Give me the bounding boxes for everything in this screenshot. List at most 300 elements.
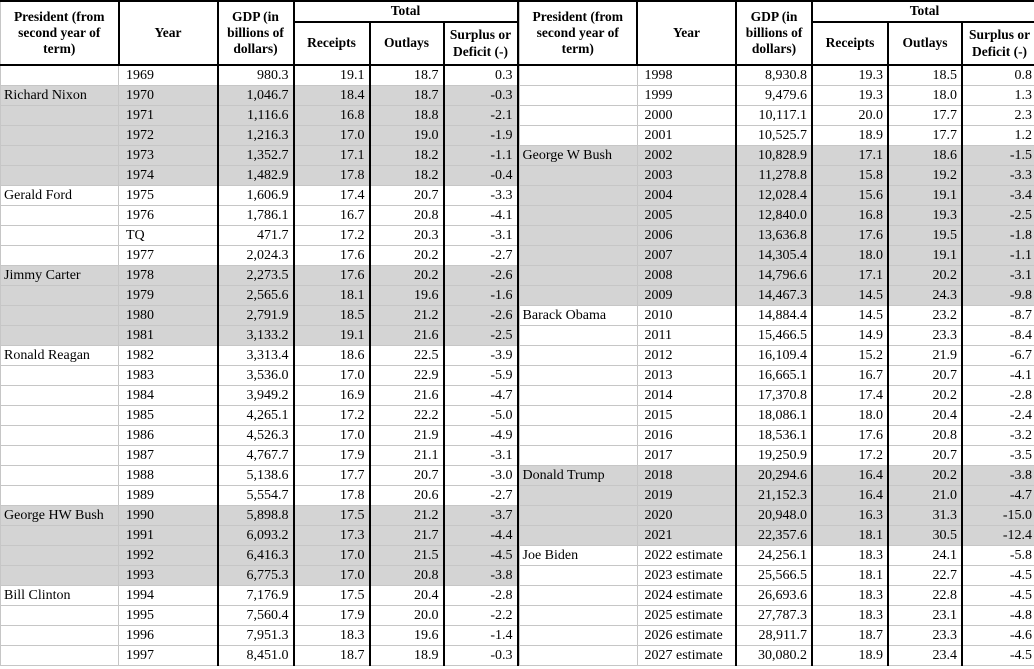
table-row	[1, 166, 518, 186]
outlays-cell: 23.2	[888, 306, 962, 326]
gdp-cell: 30,080.2	[736, 646, 812, 666]
year-cell: 2003	[637, 166, 736, 186]
receipts-cell: 17.2	[812, 446, 888, 466]
receipts-cell: 17.4	[294, 186, 370, 206]
surplus-deficit-cell: -3.0	[444, 466, 518, 486]
receipts-cell: 17.6	[812, 426, 888, 446]
table-row	[519, 306, 1034, 326]
header-surplus-deficit: Surplus or Deficit (-)	[444, 22, 518, 65]
president-cell	[519, 506, 637, 526]
year-cell: 2020	[637, 506, 736, 526]
receipts-cell: 16.8	[812, 206, 888, 226]
year-cell: 1983	[119, 366, 218, 386]
year-cell: 1995	[119, 606, 218, 626]
table-row	[519, 146, 1034, 166]
surplus-deficit-cell: -2.6	[444, 306, 518, 326]
table-row	[519, 126, 1034, 146]
surplus-deficit-cell: -4.5	[962, 586, 1034, 606]
president-cell	[1, 386, 119, 406]
outlays-cell: 23.1	[888, 606, 962, 626]
header-president: President (from second year of term)	[1, 1, 119, 65]
president-cell: Donald Trump	[519, 466, 637, 486]
surplus-deficit-cell: -4.5	[962, 646, 1034, 666]
gdp-cell: 22,357.6	[736, 526, 812, 546]
year-cell: 2004	[637, 186, 736, 206]
president-cell	[519, 186, 637, 206]
table-row	[519, 166, 1034, 186]
gdp-cell: 14,884.4	[736, 306, 812, 326]
receipts-cell: 17.2	[294, 226, 370, 246]
president-cell	[1, 126, 119, 146]
gdp-cell: 21,152.3	[736, 486, 812, 506]
year-cell: 2027 estimate	[637, 646, 736, 666]
receipts-cell: 18.0	[812, 246, 888, 266]
outlays-cell: 23.4	[888, 646, 962, 666]
outlays-cell: 20.2	[888, 466, 962, 486]
gdp-cell: 1,786.1	[218, 206, 294, 226]
president-cell	[519, 346, 637, 366]
surplus-deficit-cell: -1.9	[444, 126, 518, 146]
table-row	[519, 566, 1034, 586]
receipts-cell: 18.6	[294, 346, 370, 366]
year-cell: 1986	[119, 426, 218, 446]
year-cell: 2022 estimate	[637, 546, 736, 566]
outlays-cell: 24.1	[888, 546, 962, 566]
gdp-cell: 11,278.8	[736, 166, 812, 186]
surplus-deficit-cell: -12.4	[962, 526, 1034, 546]
surplus-deficit-cell: -4.6	[962, 626, 1034, 646]
gdp-cell: 4,265.1	[218, 406, 294, 426]
president-cell	[519, 486, 637, 506]
year-cell: 2019	[637, 486, 736, 506]
president-cell	[519, 266, 637, 286]
table-body-right	[519, 65, 1034, 666]
president-cell	[519, 426, 637, 446]
year-cell: 1999	[637, 86, 736, 106]
surplus-deficit-cell: -1.5	[962, 146, 1034, 166]
surplus-deficit-cell: -3.8	[962, 466, 1034, 486]
surplus-deficit-cell: -2.4	[962, 406, 1034, 426]
table-row	[1, 466, 518, 486]
surplus-deficit-cell: -0.3	[444, 86, 518, 106]
outlays-cell: 17.7	[888, 106, 962, 126]
header-year: Year	[637, 1, 736, 65]
table-row	[1, 65, 518, 86]
surplus-deficit-cell: -2.1	[444, 106, 518, 126]
year-cell: 1976	[119, 206, 218, 226]
year-cell: 2016	[637, 426, 736, 446]
year-cell: 1990	[119, 506, 218, 526]
outlays-cell: 19.6	[370, 286, 444, 306]
outlays-cell: 18.8	[370, 106, 444, 126]
receipts-cell: 18.9	[812, 646, 888, 666]
gdp-cell: 12,028.4	[736, 186, 812, 206]
president-cell	[1, 106, 119, 126]
outlays-cell: 21.0	[888, 486, 962, 506]
receipts-cell: 19.3	[812, 65, 888, 86]
gdp-cell: 16,665.1	[736, 366, 812, 386]
surplus-deficit-cell: -1.4	[444, 626, 518, 646]
surplus-deficit-cell: -4.7	[962, 486, 1034, 506]
receipts-cell: 17.0	[294, 546, 370, 566]
gdp-cell: 471.7	[218, 226, 294, 246]
gdp-cell: 3,536.0	[218, 366, 294, 386]
table-row	[519, 246, 1034, 266]
year-cell: 2006	[637, 226, 736, 246]
gdp-cell: 2,791.9	[218, 306, 294, 326]
surplus-deficit-cell: -8.7	[962, 306, 1034, 326]
table-row	[519, 326, 1034, 346]
gdp-cell: 25,566.5	[736, 566, 812, 586]
table-row	[519, 226, 1034, 246]
year-cell: 1970	[119, 86, 218, 106]
table-row	[519, 206, 1034, 226]
surplus-deficit-cell: -2.6	[444, 266, 518, 286]
outlays-cell: 22.5	[370, 346, 444, 366]
surplus-deficit-cell: -5.0	[444, 406, 518, 426]
receipts-cell: 18.4	[294, 86, 370, 106]
outlays-cell: 17.7	[888, 126, 962, 146]
year-cell: 2005	[637, 206, 736, 226]
president-cell	[519, 566, 637, 586]
table-row	[1, 406, 518, 426]
header-gdp: GDP (in billions of dollars)	[736, 1, 812, 65]
president-cell	[1, 626, 119, 646]
year-cell: 2013	[637, 366, 736, 386]
receipts-cell: 17.2	[294, 406, 370, 426]
surplus-deficit-cell: -1.1	[962, 246, 1034, 266]
table-row	[1, 606, 518, 626]
president-cell	[1, 146, 119, 166]
president-cell	[1, 406, 119, 426]
receipts-cell: 14.9	[812, 326, 888, 346]
gdp-cell: 14,305.4	[736, 246, 812, 266]
president-cell: Gerald Ford	[1, 186, 119, 206]
receipts-cell: 17.6	[812, 226, 888, 246]
gdp-cell: 19,250.9	[736, 446, 812, 466]
president-cell	[519, 206, 637, 226]
president-cell	[519, 526, 637, 546]
president-cell	[519, 366, 637, 386]
president-cell: Richard Nixon	[1, 86, 119, 106]
president-cell	[519, 586, 637, 606]
header-total: Total	[812, 1, 1034, 22]
receipts-cell: 17.4	[812, 386, 888, 406]
outlays-cell: 18.7	[370, 86, 444, 106]
gdp-cell: 26,693.6	[736, 586, 812, 606]
budget-table-right	[519, 0, 1034, 666]
president-cell	[1, 366, 119, 386]
table-row	[1, 366, 518, 386]
gdp-cell: 3,133.2	[218, 326, 294, 346]
receipts-cell: 18.7	[294, 646, 370, 666]
table-row	[1, 146, 518, 166]
gdp-cell: 18,536.1	[736, 426, 812, 446]
surplus-deficit-cell: -2.5	[962, 206, 1034, 226]
receipts-cell: 17.0	[294, 126, 370, 146]
president-cell	[519, 246, 637, 266]
year-cell: 2009	[637, 286, 736, 306]
president-cell	[519, 326, 637, 346]
outlays-cell: 20.8	[888, 426, 962, 446]
president-cell	[1, 246, 119, 266]
outlays-cell: 22.7	[888, 566, 962, 586]
gdp-cell: 2,273.5	[218, 266, 294, 286]
table-row	[1, 566, 518, 586]
gdp-cell: 10,828.9	[736, 146, 812, 166]
gdp-cell: 14,796.6	[736, 266, 812, 286]
table-header	[519, 1, 1034, 65]
outlays-cell: 19.6	[370, 626, 444, 646]
year-cell: 1997	[119, 646, 218, 666]
receipts-cell: 18.3	[294, 626, 370, 646]
year-cell: 1979	[119, 286, 218, 306]
year-cell: 2026 estimate	[637, 626, 736, 646]
table-row	[519, 386, 1034, 406]
year-cell: 1996	[119, 626, 218, 646]
president-cell: Jimmy Carter	[1, 266, 119, 286]
president-cell	[519, 166, 637, 186]
year-cell: 2000	[637, 106, 736, 126]
table-row	[519, 486, 1034, 506]
surplus-deficit-cell: -4.5	[444, 546, 518, 566]
receipts-cell: 16.8	[294, 106, 370, 126]
outlays-cell: 20.8	[370, 566, 444, 586]
surplus-deficit-cell: -3.1	[444, 226, 518, 246]
surplus-deficit-cell: -3.2	[962, 426, 1034, 446]
year-cell: 1971	[119, 106, 218, 126]
outlays-cell: 19.0	[370, 126, 444, 146]
outlays-cell: 22.9	[370, 366, 444, 386]
outlays-cell: 20.2	[888, 266, 962, 286]
gdp-cell: 24,256.1	[736, 546, 812, 566]
header-year: Year	[119, 1, 218, 65]
president-cell	[1, 566, 119, 586]
year-cell: 1969	[119, 65, 218, 86]
president-cell	[1, 306, 119, 326]
table-row	[519, 606, 1034, 626]
gdp-cell: 3,949.2	[218, 386, 294, 406]
gdp-cell: 1,216.3	[218, 126, 294, 146]
gdp-cell: 17,370.8	[736, 386, 812, 406]
table-row	[1, 86, 518, 106]
gdp-cell: 16,109.4	[736, 346, 812, 366]
outlays-cell: 18.2	[370, 166, 444, 186]
year-cell: 2018	[637, 466, 736, 486]
receipts-cell: 18.3	[812, 546, 888, 566]
table-row	[519, 526, 1034, 546]
receipts-cell: 19.1	[294, 326, 370, 346]
outlays-cell: 20.6	[370, 486, 444, 506]
gdp-cell: 1,482.9	[218, 166, 294, 186]
year-cell: 1992	[119, 546, 218, 566]
surplus-deficit-cell: -4.9	[444, 426, 518, 446]
table-row	[519, 65, 1034, 86]
outlays-cell: 20.8	[370, 206, 444, 226]
surplus-deficit-cell: 0.3	[444, 65, 518, 86]
year-cell: 1984	[119, 386, 218, 406]
header-outlays: Outlays	[370, 22, 444, 65]
gdp-cell: 980.3	[218, 65, 294, 86]
outlays-cell: 18.2	[370, 146, 444, 166]
surplus-deficit-cell: -2.7	[444, 486, 518, 506]
year-cell: 1973	[119, 146, 218, 166]
surplus-deficit-cell: -3.8	[444, 566, 518, 586]
surplus-deficit-cell: -4.4	[444, 526, 518, 546]
receipts-cell: 17.6	[294, 266, 370, 286]
receipts-cell: 16.7	[294, 206, 370, 226]
table-row	[519, 626, 1034, 646]
receipts-cell: 17.0	[294, 426, 370, 446]
year-cell: 2011	[637, 326, 736, 346]
header-outlays: Outlays	[888, 22, 962, 65]
surplus-deficit-cell: -2.8	[962, 386, 1034, 406]
outlays-cell: 19.1	[888, 186, 962, 206]
president-cell	[1, 426, 119, 446]
outlays-cell: 20.4	[888, 406, 962, 426]
surplus-deficit-cell: -1.1	[444, 146, 518, 166]
gdp-cell: 15,466.5	[736, 326, 812, 346]
table-row	[1, 346, 518, 366]
year-cell: 1978	[119, 266, 218, 286]
outlays-cell: 18.0	[888, 86, 962, 106]
gdp-cell: 1,116.6	[218, 106, 294, 126]
table-body-left	[1, 65, 518, 666]
table-header	[1, 1, 518, 65]
table-row	[519, 586, 1034, 606]
surplus-deficit-cell: -6.7	[962, 346, 1034, 366]
table-row	[519, 186, 1034, 206]
outlays-cell: 31.3	[888, 506, 962, 526]
president-cell: George W Bush	[519, 146, 637, 166]
receipts-cell: 16.4	[812, 486, 888, 506]
year-cell: 2007	[637, 246, 736, 266]
surplus-deficit-cell: -3.1	[962, 266, 1034, 286]
gdp-cell: 4,767.7	[218, 446, 294, 466]
year-cell: 1991	[119, 526, 218, 546]
receipts-cell: 18.3	[812, 586, 888, 606]
header-receipts: Receipts	[294, 22, 370, 65]
outlays-cell: 18.9	[370, 646, 444, 666]
president-cell	[519, 286, 637, 306]
receipts-cell: 15.8	[812, 166, 888, 186]
year-cell: 1981	[119, 326, 218, 346]
receipts-cell: 16.7	[812, 366, 888, 386]
surplus-deficit-cell: -5.9	[444, 366, 518, 386]
surplus-deficit-cell: -8.4	[962, 326, 1034, 346]
gdp-cell: 14,467.3	[736, 286, 812, 306]
outlays-cell: 23.3	[888, 626, 962, 646]
outlays-cell: 30.5	[888, 526, 962, 546]
receipts-cell: 18.7	[812, 626, 888, 646]
surplus-deficit-cell: -3.5	[962, 446, 1034, 466]
outlays-cell: 18.7	[370, 65, 444, 86]
table-row	[519, 406, 1034, 426]
gdp-cell: 6,416.3	[218, 546, 294, 566]
gdp-cell: 2,565.6	[218, 286, 294, 306]
surplus-deficit-cell: 2.3	[962, 106, 1034, 126]
receipts-cell: 16.4	[812, 466, 888, 486]
gdp-cell: 6,775.3	[218, 566, 294, 586]
president-cell	[519, 126, 637, 146]
outlays-cell: 19.1	[888, 246, 962, 266]
table-row	[519, 446, 1034, 466]
gdp-cell: 8,451.0	[218, 646, 294, 666]
receipts-cell: 18.5	[294, 306, 370, 326]
president-cell	[519, 646, 637, 666]
year-cell: 1980	[119, 306, 218, 326]
president-cell	[1, 166, 119, 186]
president-cell: Ronald Reagan	[1, 346, 119, 366]
outlays-cell: 18.5	[888, 65, 962, 86]
table-row	[1, 386, 518, 406]
receipts-cell: 17.5	[294, 506, 370, 526]
table-row	[1, 326, 518, 346]
outlays-cell: 21.5	[370, 546, 444, 566]
table-row	[1, 646, 518, 666]
outlays-cell: 20.2	[888, 386, 962, 406]
receipts-cell: 16.9	[294, 386, 370, 406]
president-cell: Bill Clinton	[1, 586, 119, 606]
surplus-deficit-cell: -3.7	[444, 506, 518, 526]
year-cell: 1993	[119, 566, 218, 586]
year-cell: 2010	[637, 306, 736, 326]
president-cell	[1, 226, 119, 246]
surplus-deficit-cell: -0.4	[444, 166, 518, 186]
year-cell: 1975	[119, 186, 218, 206]
president-cell	[1, 286, 119, 306]
table-row	[1, 186, 518, 206]
table-row	[519, 466, 1034, 486]
table-row	[1, 446, 518, 466]
president-cell: George HW Bush	[1, 506, 119, 526]
gdp-cell: 7,560.4	[218, 606, 294, 626]
gdp-cell: 20,948.0	[736, 506, 812, 526]
table-row	[1, 306, 518, 326]
receipts-cell: 18.1	[812, 526, 888, 546]
table-row	[519, 426, 1034, 446]
surplus-deficit-cell: -5.8	[962, 546, 1034, 566]
receipts-cell: 20.0	[812, 106, 888, 126]
table-row	[1, 106, 518, 126]
table-row	[1, 586, 518, 606]
surplus-deficit-cell: 1.3	[962, 86, 1034, 106]
year-cell: TQ	[119, 226, 218, 246]
president-cell	[1, 446, 119, 466]
outlays-cell: 21.6	[370, 326, 444, 346]
surplus-deficit-cell: 1.2	[962, 126, 1034, 146]
gdp-cell: 27,787.3	[736, 606, 812, 626]
table-row	[519, 286, 1034, 306]
header-receipts: Receipts	[812, 22, 888, 65]
table-row	[519, 346, 1034, 366]
receipts-cell: 17.8	[294, 486, 370, 506]
year-cell: 1985	[119, 406, 218, 426]
outlays-cell: 18.6	[888, 146, 962, 166]
surplus-deficit-cell: -0.3	[444, 646, 518, 666]
outlays-cell: 24.3	[888, 286, 962, 306]
receipts-cell: 18.1	[294, 286, 370, 306]
surplus-deficit-cell: -4.8	[962, 606, 1034, 626]
gdp-cell: 28,911.7	[736, 626, 812, 646]
year-cell: 2015	[637, 406, 736, 426]
year-cell: 2014	[637, 386, 736, 406]
receipts-cell: 17.9	[294, 606, 370, 626]
outlays-cell: 22.8	[888, 586, 962, 606]
outlays-cell: 20.7	[370, 466, 444, 486]
year-cell: 2021	[637, 526, 736, 546]
outlays-cell: 21.9	[370, 426, 444, 446]
